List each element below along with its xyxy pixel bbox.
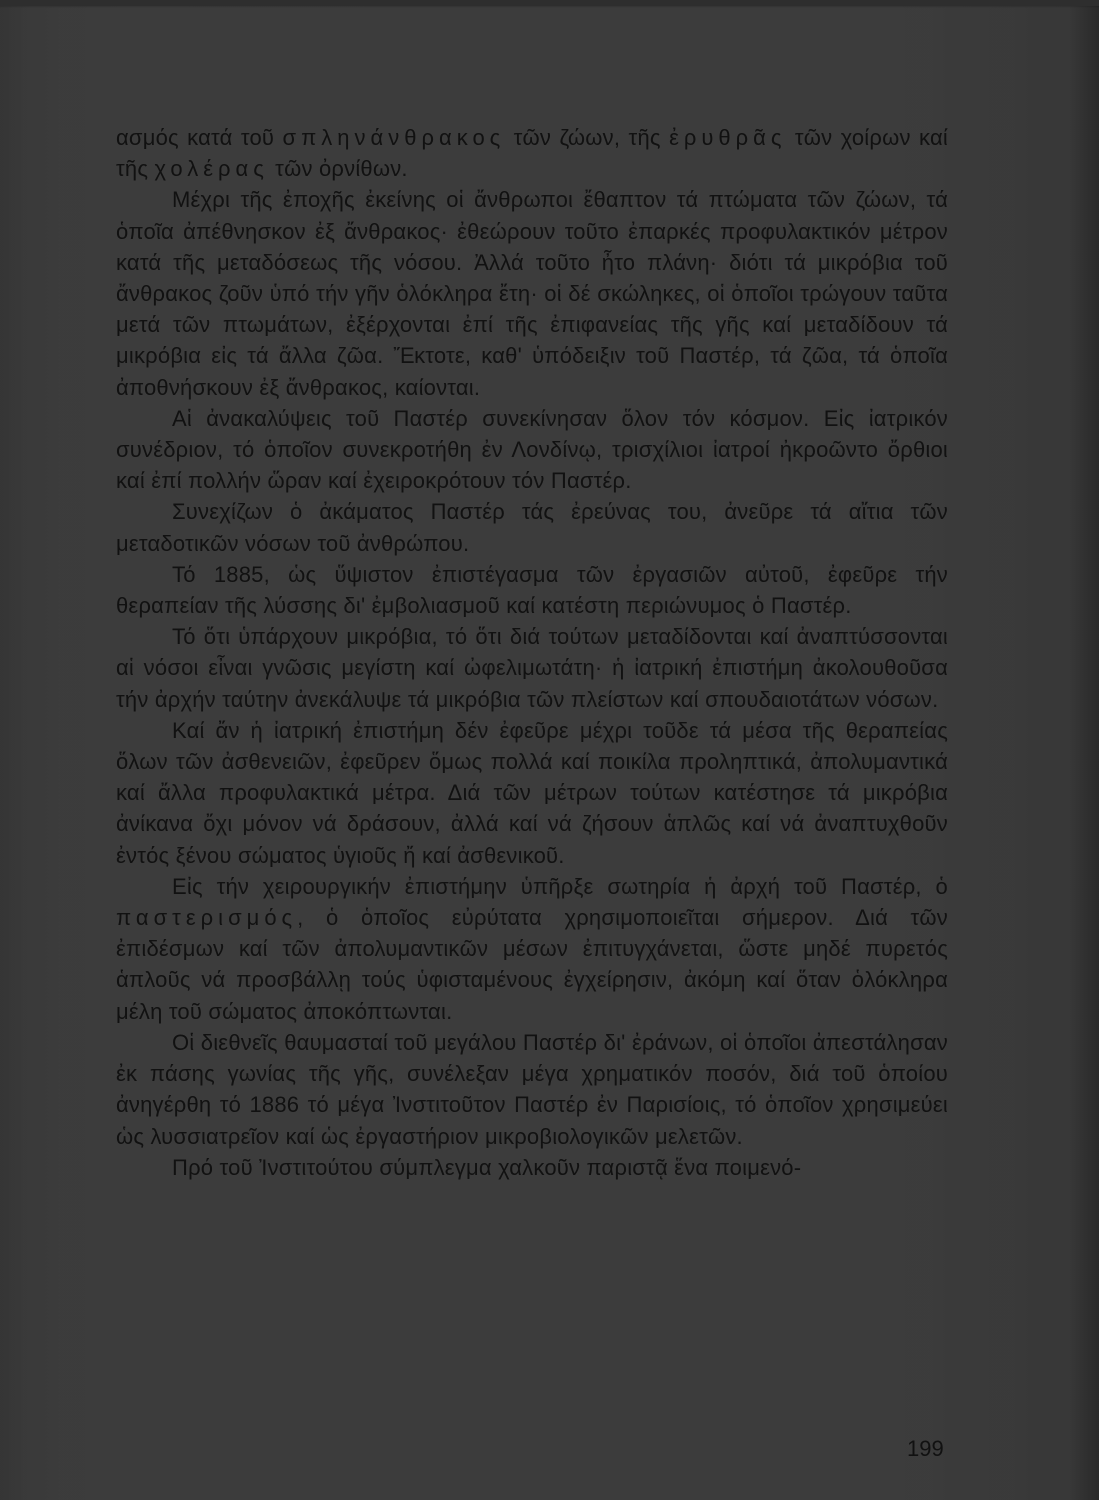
paragraph [116,403,948,497]
text-segment: Τό 1885, ὡς ὕψιστον ἐπιστέγασμα τῶν ἐργασιῶν αὐτοῦ, ἐφεῦρε τήν θεραπείαν τῆς λύσσης δι' ἐμβολιασμοῦ καί κατέστη περιώνυμος ὁ Παστέρ. [116,561,948,619]
text-segment: ασμός κατά τοῦ [116,125,283,150]
paragraph [116,1152,948,1183]
text-segment: Οἱ διεθνεῖς θαυμασταί τοῦ μεγάλου Παστέρ δι' ἐράνων, οἱ ὁποῖοι ἀπεστάλησαν ἐκ πάσης γωνίας τῆς γῆς, συνέλεξαν μέγα χρηματικόν ποσόν, διά τοῦ ὁποίου ἀνηγέρθη τό 1886 τό μέγα Ἰνστιτοῦτον Παστέρ ἐν Παρισίοις, τό ὁποῖον χρησιμεύει ὡς λυσσιατρεῖον καί ὡς ἐργαστήριον μικροβιολογικῶν μελετῶν. [116,1029,948,1149]
spaced-emphasis-text: ἐρυθρᾶς [669,125,787,150]
paragraph [116,496,948,558]
paragraph [116,621,948,715]
text-segment: τῶν χοίρων καί τῆς [116,125,948,182]
text-segment: Πρό τοῦ Ἰνστιτούτου σύμπλεγμα χαλκοῦν παριστᾷ ἕνα ποιμενό- [172,1154,802,1180]
body-text [116,122,948,1183]
spaced-emphasis-text: σπληνάνθρακος [282,125,506,150]
paragraph [116,1027,948,1152]
spaced-emphasis-text: χολέρας [154,156,269,182]
paragraph [116,559,948,621]
text-segment: Τό ὅτι ὑπάρχουν μικρόβια, τό ὅτι διά τούτων μεταδίδονται καί ἀναπτύσσονται αἱ νόσοι εἶναι γνῶσις μεγίστη καί ὠφελιμωτάτη· ἡ ἰατρική ἐπιστήμη ἀκολουθοῦσα τήν ἀρχήν ταύτην ἀνεκάλυψε τά μικρόβια τῶν πλείστων καί σπουδαιοτάτων νόσων. [116,624,948,712]
text-segment: Καί ἄν ἡ ἰατρική ἐπιστήμη δέν ἐφεῦρε μέχρι τοῦδε τά μέσα τῆς θεραπείας ὅλων τῶν ἀσθενειῶν, ἐφεῦρεν ὅμως πολλά καί ποικίλα προληπτικά, ἀπολυμαντικά καί ἄλλα προφυλακτικά μέτρα. Διά τῶν μέτρων τούτων κατέστησε τά μικρόβια ἀνίκανα ὄχι μόνον νά δράσουν, ἀλλά καί νά ζήσουν ἁπλῶς καί νά ἀναπτυχθοῦν ἐντός ξένου σώματος ὑγιοῦς ἤ καί ἀσθενικοῦ. [116,717,948,868]
text-segment: Αἱ ἀνακαλύψεις τοῦ Παστέρ συνεκίνησαν ὅλον τόν κόσμον. Εἰς ἰατρικόν συνέδριον, τό ὁποῖον συνεκροτήθη ἐν Λονδίνῳ, τρισχίλιοι ἰατροί ἠκροῶντο ὄρθιοι καί ἐπί πολλήν ὥραν καί ἐχειροκρότουν τόν Παστέρ. [116,405,948,494]
scan-top-edge [0,0,1099,6]
text-segment: Εἰς τήν χειρουργικήν ἐπιστήμην ὑπῆρξε σωτηρία ἡ ἀρχή τοῦ Παστέρ, ὁ [172,873,948,899]
text-segment: , ὁ ὁποῖος εὐρύτατα χρησιμοποιεῖται σήμερον. Διά τῶν ἐπιδέσμων καί τῶν ἀπολυμαντικῶν μέσων ἐπιτυγχάνεται, ὥστε μηδέ πυρετός ἁπλοῦς νά προσβάλλῃ τούς ὑφισταμένους ἐγχείρησιν, ἀκόμη καί ὅταν ὁλόκληρα μέλη τοῦ σώματος ἀποκόπτωνται. [116,905,948,1024]
paragraph [116,871,948,1027]
page-number: 199 [907,1436,944,1461]
text-segment: Συνεχίζων ὁ ἀκάματος Παστέρ τάς ἐρεύνας του, ἀνεῦρε τά αἴτια τῶν μεταδοτικῶν νόσων τοῦ ἀνθρώπου. [116,499,948,556]
paragraph [116,715,948,871]
paragraph [116,184,948,402]
spaced-emphasis-text: παστερισμός [116,905,298,931]
text-segment: τῶν ζώων, τῆς [505,125,670,150]
text-segment: τῶν ὀρνίθων. [268,156,408,182]
text-segment: Μέχρι τῆς ἐποχῆς ἐκείνης οἱ ἄνθρωποι ἔθαπτον τά πτώματα τῶν ζώων, τά ὁποῖα ἀπέθνησκον ἐξ ἄνθρακος· ἐθεώρουν τοῦτο ἐπαρκές προφυλακτικόν μέτρον κατά τῆς μεταδόσεως τῆς νόσου. Ἀλλά τοῦτο ἦτο πλάνη· διότι τά μικρόβια τοῦ ἄνθρακος ζοῦν ὑπό τήν γῆν ὁλόκληρα ἔτη· οἱ δέ σκώληκες, οἱ ὁποῖοι τρώγουν ταῦτα μετά τῶν πτωμάτων, ἐξέρχονται ἐπί τῆς ἐπιφανείας τῆς γῆς καί μεταδίδουν τά μικρόβια εἰς τά ἄλλα ζῶα. Ἔκτοτε, καθ' ὑπόδειξιν τοῦ Παστέρ, τά ζῶα, τά ὁποῖα ἀποθνήσκουν ἐξ ἄνθρακος, καίονται. [116,187,948,400]
paragraph [116,122,948,184]
